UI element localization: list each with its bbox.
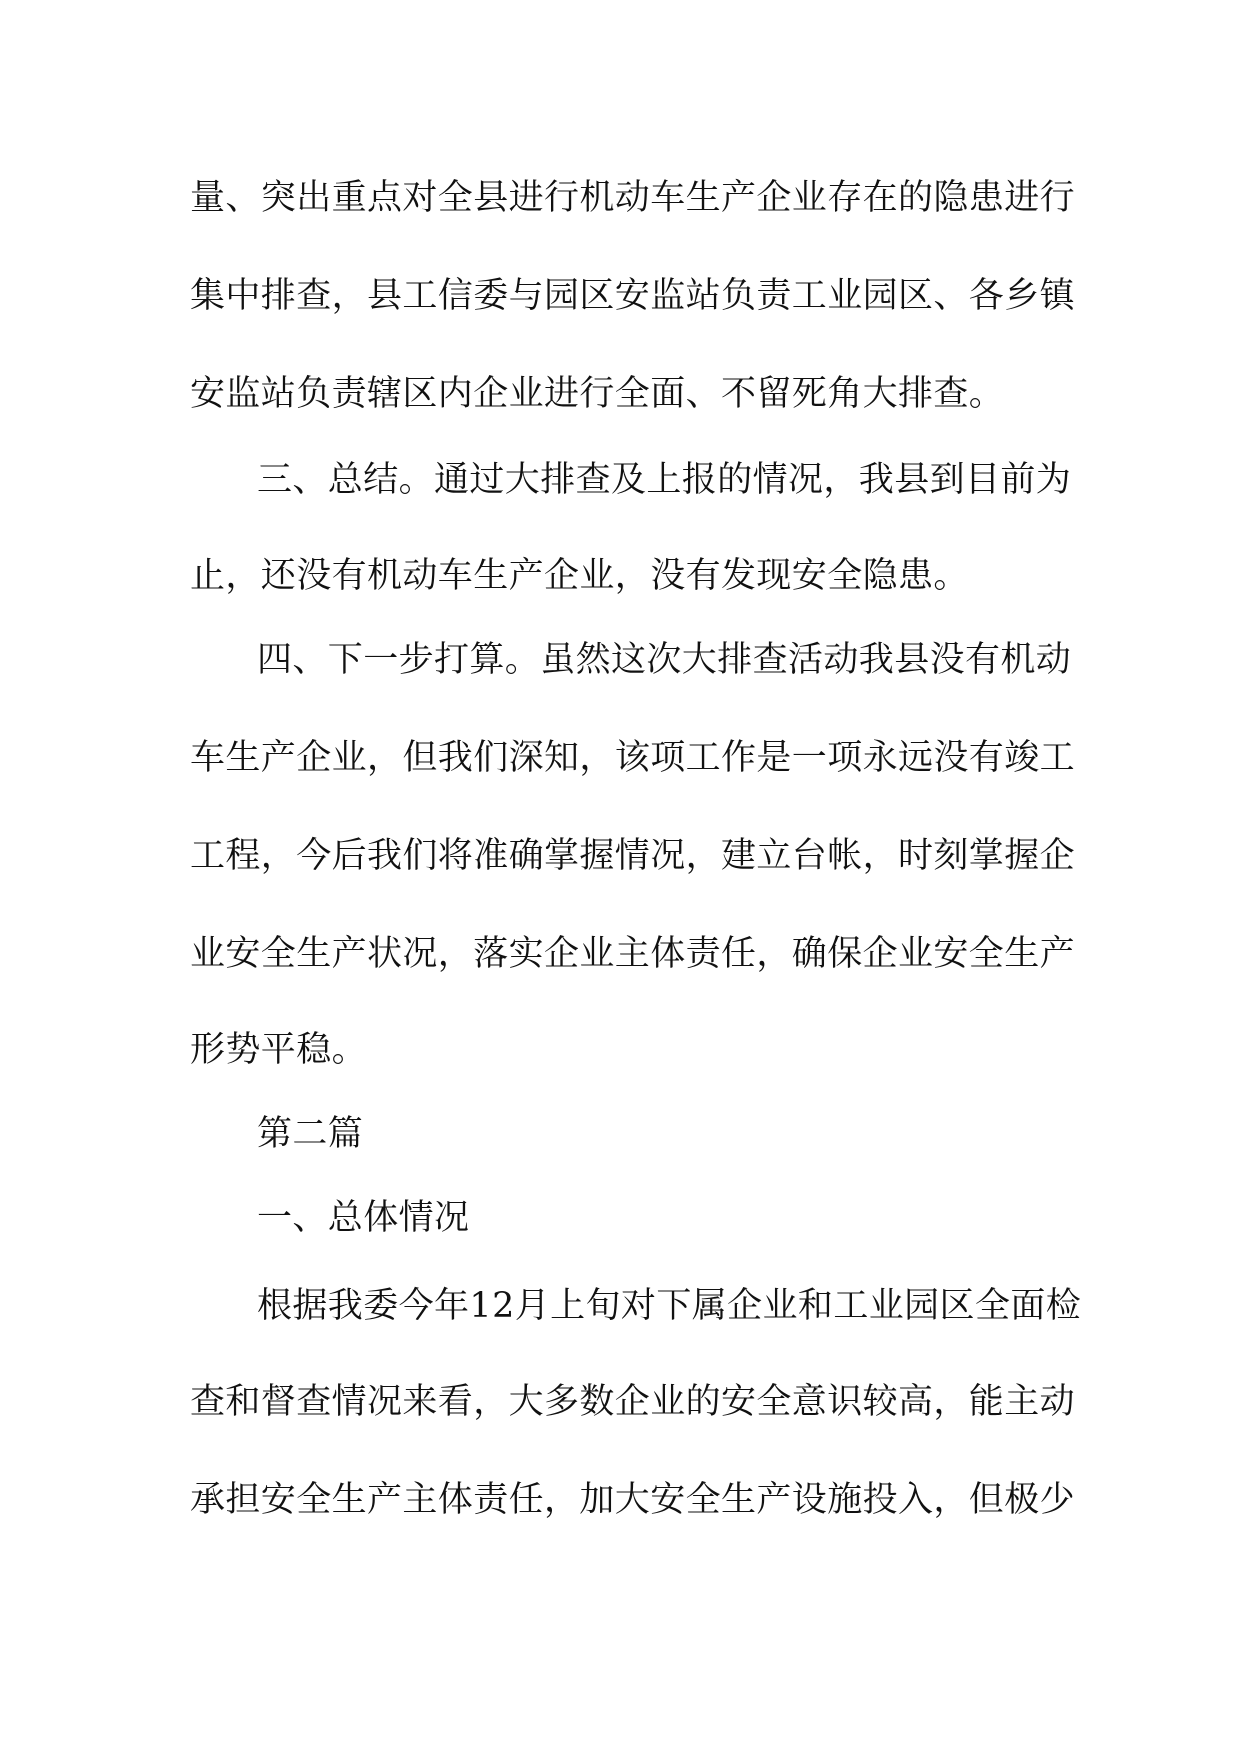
body-text-line: 量、突出重点对全县进行机动车生产企业存在的隐患进行	[190, 178, 1076, 218]
paragraph-start-line: 三、总结。通过大排查及上报的情况，我县到目前为	[257, 460, 1072, 500]
body-text-line: 业安全生产状况，落实企业主体责任，确保企业安全生产	[190, 934, 1076, 974]
body-text-line: 承担安全生产主体责任，加大安全生产设施投入，但极少	[190, 1480, 1076, 1520]
section-heading: 第二篇	[257, 1114, 364, 1154]
paragraph-start-line: 根据我委今年12月上旬对下属企业和工业园区全面检	[257, 1286, 1082, 1326]
paragraph-start-line: 四、下一步打算。虽然这次大排查活动我县没有机动	[257, 640, 1072, 680]
body-text-line: 集中排查，县工信委与园区安监站负责工业园区、各乡镇	[190, 276, 1076, 316]
body-text-line: 车生产企业，但我们深知，该项工作是一项永远没有竣工	[190, 738, 1076, 778]
body-text-line: 止，还没有机动车生产企业，没有发现安全隐患。	[190, 556, 969, 596]
body-text-line: 查和督查情况来看，大多数企业的安全意识较高，能主动	[190, 1382, 1076, 1422]
body-text-line: 形势平稳。	[190, 1030, 368, 1070]
body-text-line: 工程，今后我们将准确掌握情况，建立台帐，时刻掌握企	[190, 836, 1076, 876]
body-text-line: 安监站负责辖区内企业进行全面、不留死角大排查。	[190, 374, 1005, 414]
subsection-heading: 一、总体情况	[257, 1198, 470, 1238]
